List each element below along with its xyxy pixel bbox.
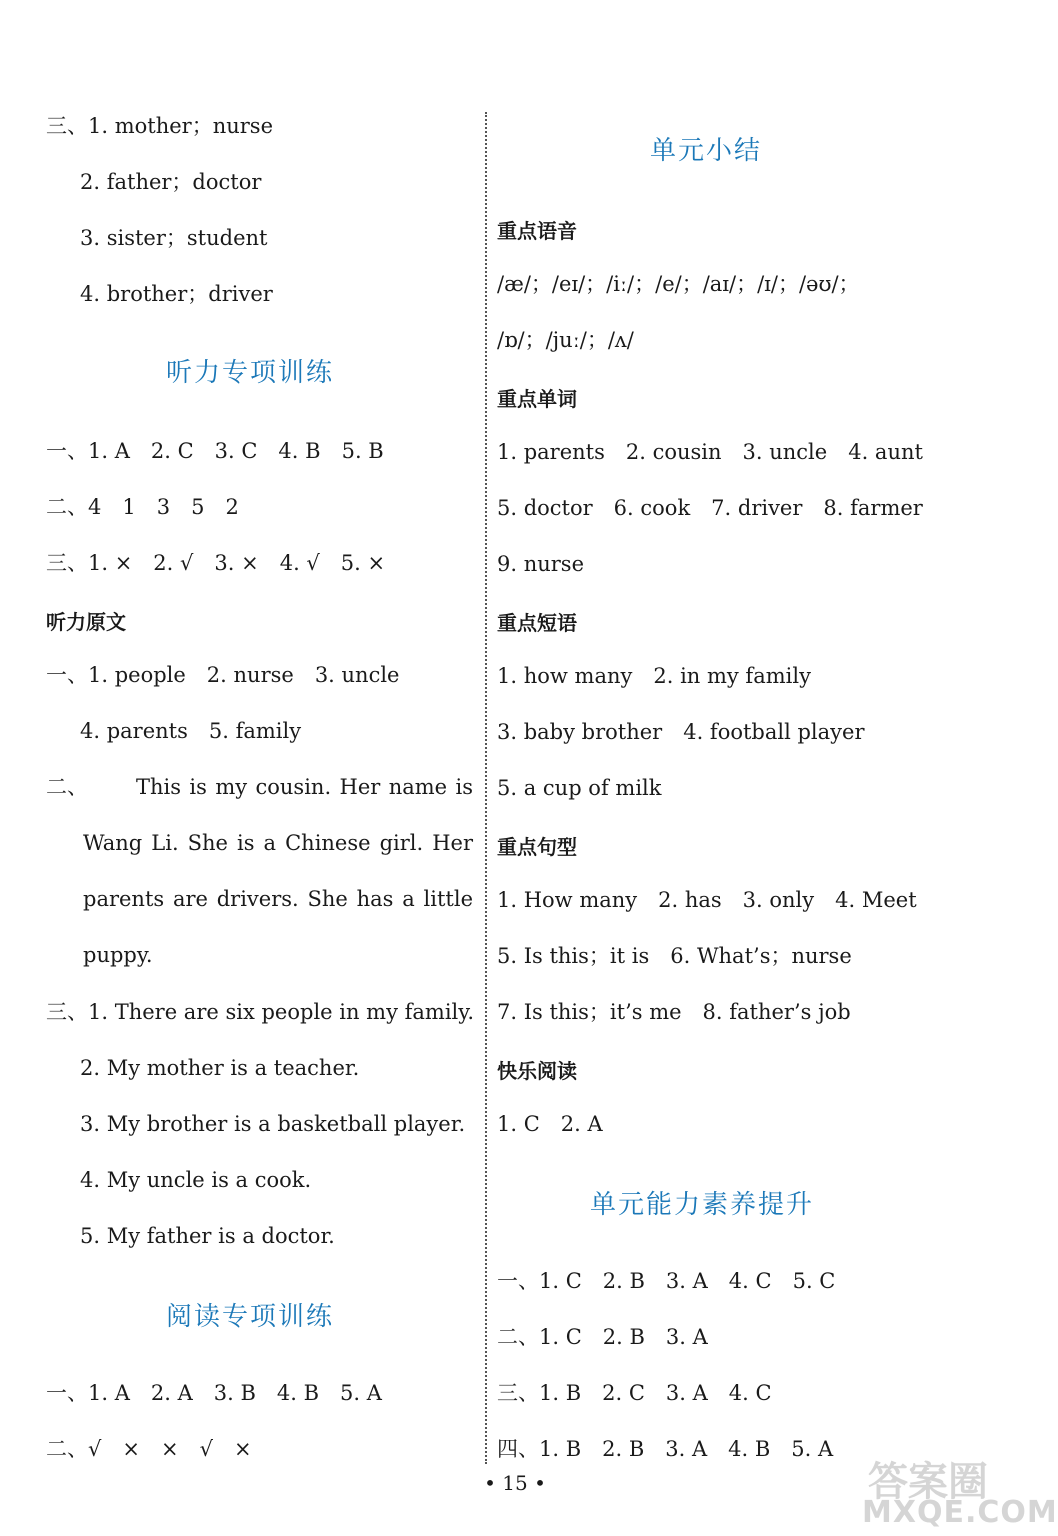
answer-line: 3. My brother is a basketball player.: [80, 1112, 466, 1136]
subheading-phrases: 重点短语: [497, 611, 577, 635]
subheading-sentences: 重点句型: [497, 835, 577, 859]
answer-line: 1. parents 2. cousin 3. uncle 4. aunt: [497, 440, 923, 464]
subheading-phonetics: 重点语音: [497, 219, 577, 243]
answer-line: 三、1. B 2. C 3. A 4. C: [497, 1381, 772, 1405]
section-heading-reading: 阅读专项训练: [166, 1302, 335, 1332]
answer-line: 三、1. × 2. √ 3. × 4. √ 5. ×: [46, 551, 386, 575]
answer-line: 4. parents 5. family: [80, 719, 302, 743]
passage-line: puppy.: [83, 943, 153, 967]
subheading-words: 重点单词: [497, 387, 577, 411]
subheading-script: 听力原文: [46, 610, 126, 634]
answer-line: 5. doctor 6. cook 7. driver 8. farmer: [497, 496, 923, 520]
answer-line: 二、√ × × √ ×: [46, 1437, 252, 1461]
answer-line: /æ/；/eɪ/；/iː/；/e/；/aɪ/；/ɪ/；/əʊ/；: [497, 272, 860, 296]
answer-line: 一、1. C 2. B 3. A 4. C 5. C: [497, 1269, 836, 1293]
answer-line: 5. Is this；it is 6. What’s；nurse: [497, 944, 852, 968]
answer-line: 4. My uncle is a cook.: [80, 1168, 312, 1192]
answer-line: 一、1. A 2. A 3. B 4. B 5. A: [46, 1381, 382, 1405]
section-heading-summary: 单元小结: [650, 136, 763, 166]
passage-line: This is my cousin. Her name is: [136, 775, 473, 799]
page-number: • 15 •: [484, 1471, 546, 1495]
passage-line: Wang Li. She is a Chinese girl. Her: [83, 831, 473, 855]
answer-line: 二、4 1 3 5 2: [46, 495, 239, 519]
answer-line: 9. nurse: [497, 552, 585, 576]
column-divider: [485, 112, 487, 1464]
answer-line: 一、1. people 2. nurse 3. uncle: [46, 663, 400, 687]
answer-line: 二、1. C 2. B 3. A: [497, 1325, 708, 1349]
watermark-url: MXQE.COM: [862, 1495, 1058, 1530]
answer-line: 一、1. A 2. C 3. C 4. B 5. B: [46, 439, 384, 463]
answer-line: 1. How many 2. has 3. only 4. Meet: [497, 888, 917, 912]
answer-line: 四、1. B 2. B 3. A 4. B 5. A: [497, 1437, 834, 1461]
watermark-logo: [862, 1450, 1058, 1530]
answer-line: 3. sister；student: [80, 226, 268, 250]
answer-line: 2. father；doctor: [80, 170, 262, 194]
answer-line: 3. baby brother 4. football player: [497, 720, 865, 744]
answer-line: 4. brother；driver: [80, 282, 273, 306]
answer-line: 1. C 2. A: [497, 1112, 603, 1136]
passage-line: parents are drivers. She has a little: [83, 887, 473, 911]
answer-line: 2. My mother is a teacher.: [80, 1056, 360, 1080]
answer-line: 三、1. mother；nurse: [46, 114, 273, 138]
answer-line: 1. how many 2. in my family: [497, 664, 811, 688]
subheading-happy-reading: 快乐阅读: [497, 1059, 577, 1083]
watermark-cn: 答案圈: [868, 1459, 988, 1505]
answer-line: /ɒ/；/juː/；/ʌ/: [497, 328, 634, 352]
section-heading-listening: 听力专项训练: [166, 358, 335, 388]
answer-line: 5. My father is a doctor.: [80, 1224, 335, 1248]
answer-line: 7. Is this；it’s me 8. father’s job: [497, 1000, 851, 1024]
answer-label: 二、: [46, 775, 88, 799]
answer-line: 5. a cup of milk: [497, 776, 662, 800]
answer-line: 三、1. There are six people in my family.: [46, 1000, 475, 1024]
section-heading-ability: 单元能力素养提升: [590, 1190, 815, 1220]
